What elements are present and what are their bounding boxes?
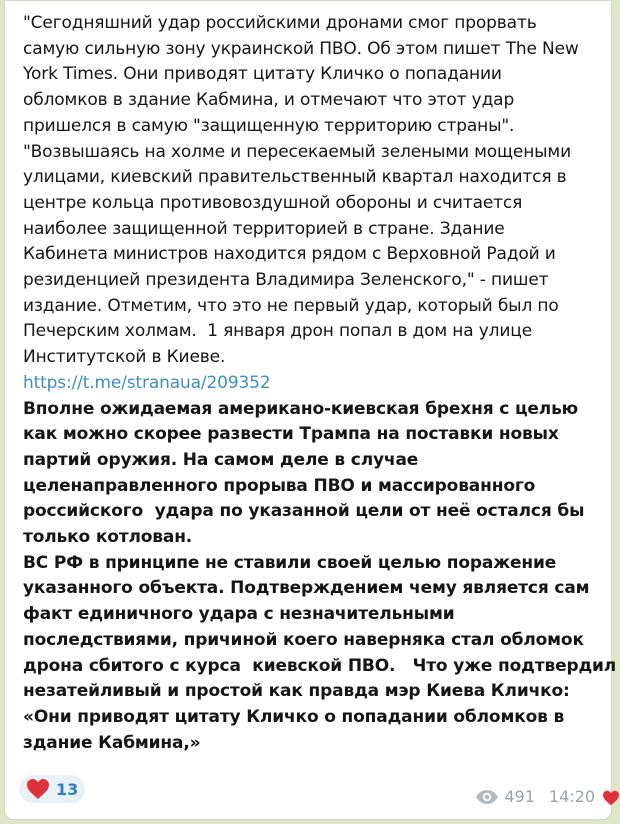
- message-line: Вполне ожидаемая американо-киевская брехня с целью: [23, 398, 579, 419]
- views-count: 491: [504, 787, 535, 806]
- message-line: факт единичного удара с незначительными: [23, 604, 455, 625]
- message-line: только котлован.: [23, 527, 193, 548]
- message-link[interactable]: https://t.me/stranaua/209352: [23, 372, 271, 393]
- message-line: резиденцией президента Владимира Зеленского," - пишет: [23, 270, 549, 291]
- reaction-button[interactable]: [19, 775, 85, 803]
- message-bubble: [4, 0, 617, 820]
- heart-icon: [602, 790, 620, 806]
- message-line: "Сегодняшний удар российскими дронами смог прорвать: [23, 13, 537, 33]
- message-line: российского удара по указанной цели от неё остался бы: [23, 501, 585, 522]
- message-line: Институтской в Киеве.: [23, 347, 226, 368]
- message-meta: [475, 787, 595, 806]
- reaction-count: 13: [56, 779, 79, 799]
- message-text: [23, 11, 617, 756]
- message-line: партий оружия. На самом деле в случае: [23, 449, 419, 470]
- message-line: ВС РФ в принципе не ставили своей целью поражение: [23, 552, 557, 573]
- message-line: незатейливый и простой как правда мэр Киева Кличко:: [23, 681, 570, 702]
- message-time: 14:20: [548, 787, 595, 806]
- message-line: «Они приводят цитату Кличко о попадании обломков в: [23, 706, 565, 727]
- message-line: York Times. Они приводят цитату Кличко о попадании: [23, 64, 502, 85]
- message-line: центре кольца противовоздушной обороны и считается: [23, 192, 523, 213]
- eye-icon: [475, 789, 499, 805]
- message-line: дрона сбитого с курса киевской ПВО. Что уже подтвердил: [23, 655, 617, 676]
- message-line: Кабинета министров находится рядом с Верховной Радой и: [23, 244, 556, 265]
- message-line: Печерским холмам. 1 января дрон попал в дом на улице: [23, 321, 533, 342]
- message-line: пришелся в самую "защищенную территорию страны".: [23, 115, 515, 136]
- message-line: издание. Отметим, что это не первый удар, который был по: [23, 295, 559, 316]
- message-line: здание Кабмина,»: [23, 732, 201, 753]
- message-line: "Возвышаясь на холме и пересекаемый зелеными мощеными: [23, 141, 572, 162]
- message-line: как можно скорее развести Трампа на поставки новых: [23, 424, 559, 445]
- heart-icon: [26, 778, 50, 800]
- message-line: указанного объекта. Подтверждением чему является сам: [23, 578, 590, 599]
- message-line: обломков в здание Кабмина, и отмечают что этот удар: [23, 90, 515, 111]
- message-line: наиболее защищенной территорией в стране. Здание: [23, 218, 505, 239]
- message-line: самую сильную зону украинской ПВО. Об этом пишет The New: [23, 38, 579, 59]
- message-line: улицами, киевский правительственный квартал находится в: [23, 167, 567, 188]
- message-line: последствиями, причиной коего наверняка стал обломок: [23, 629, 584, 650]
- message-line: целенаправленного прорыва ПВО и массированного: [23, 475, 536, 496]
